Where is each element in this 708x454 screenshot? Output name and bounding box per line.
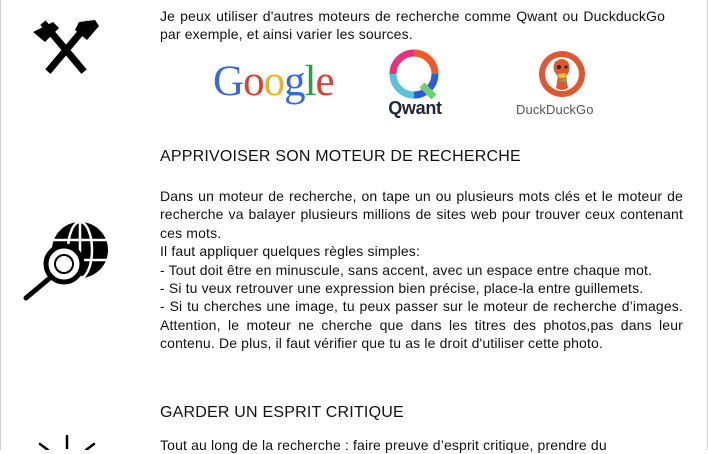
section-heading-critical-thinking: GARDER UN ESPRIT CRITIQUE: [160, 404, 404, 421]
google-letter: G: [213, 58, 244, 105]
crossed-hammers-icon: [31, 18, 101, 84]
rule-item: - Si tu cherches une image, tu peux passer sur le moteur de recherche d’images. Attention, le moteur ne cherche que dans les titres des photos,pas dans leur contenu. De plus, il faut vérifier que tu as le droit d'utiliser cette photo.: [160, 298, 683, 352]
google-letter: e: [315, 58, 334, 105]
left-border: [0, 0, 1, 450]
google-letter: l: [304, 58, 316, 105]
google-letter: o: [263, 58, 285, 105]
alternatives-text: [160, 7, 665, 44]
search-engine-text: [160, 187, 683, 353]
qwant-logo-text: Qwant: [388, 98, 442, 118]
rule-item: - Tout doit être en minuscule, sans accent, avec un espace entre chaque mot.: [160, 261, 653, 278]
critical-thinking-text: [160, 436, 673, 454]
google-letter: o: [243, 58, 264, 105]
globe-magnifier-icon: [22, 220, 110, 302]
qwant-q-icon: [388, 49, 440, 99]
section-heading-search-engine: APPRIVOISER SON MOTEUR DE RECHERCHE: [160, 148, 521, 165]
critical-thinking-paragraph: Tout au long de la recherche : faire preuve d’esprit critique, prendre du: [160, 437, 607, 453]
rule-item: - Si tu veux retrouver une expression bien précise, place-la entre guillemets.: [160, 280, 644, 297]
google-logo: [213, 58, 334, 106]
google-letter: g: [284, 58, 305, 105]
lightbulb-rays-icon: [34, 434, 100, 450]
duckduckgo-duck-icon: [538, 50, 586, 98]
duckduckgo-logo-text: DuckDuckGo: [516, 102, 594, 117]
search-engine-paragraph: Dans un moteur de recherche, on tape un ou plusieurs mots clés et le moteur de recherche va balayer plusieurs millions de sites web pour trouver ceux contenant ces mots.: [160, 188, 683, 241]
alternatives-paragraph: Je peux utiliser d'autres moteurs de recherche comme Qwant ou DuckduckGo par exemple, et ainsi varier les sources.: [160, 8, 665, 43]
rules-intro: Il faut appliquer quelques règles simples:: [160, 243, 421, 260]
